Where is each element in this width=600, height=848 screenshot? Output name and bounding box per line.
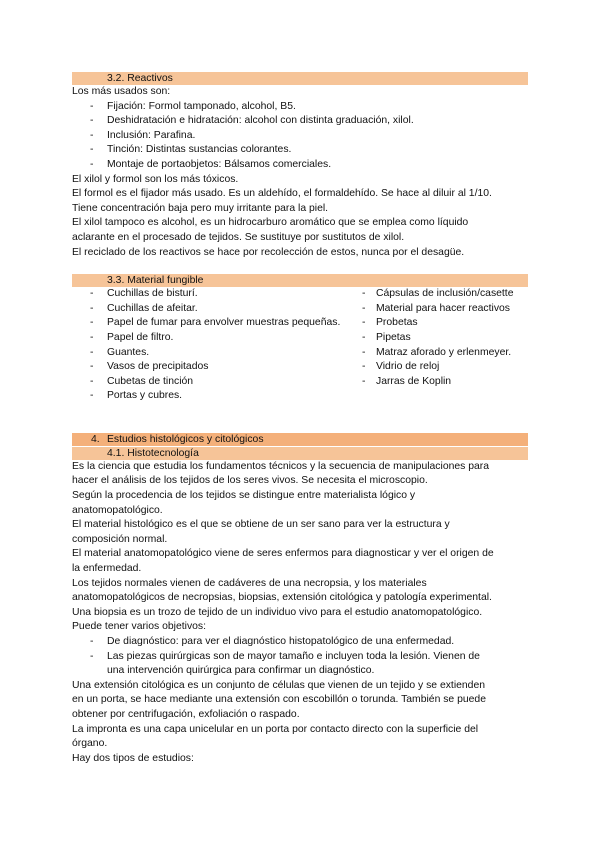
document-page — [72, 72, 528, 766]
material-list-left — [72, 287, 362, 404]
list-item: - Cuchillas de afeitar. — [90, 302, 198, 314]
list-item: - Vidrio de reloj — [362, 361, 440, 373]
paragraph-line: Es la ciencia que estudia los fundamentos técnicos y la secuencia de manipulaciones para — [72, 460, 490, 472]
paragraph-line: Hay dos tipos de estudios: — [72, 752, 194, 764]
paragraph-line: órgano. — [72, 738, 108, 750]
paragraph-line: Una extensión citológica es un conjunto de células que vienen de un tejido y se extienden — [72, 679, 486, 691]
list-item: - Probetas — [362, 317, 418, 329]
reactivos-intro: Los más usados son: — [72, 86, 171, 97]
list-item: - Matraz aforado y erlenmeyer. — [362, 346, 512, 358]
list-item-continuation: una intervención quirúrgica para confirmar un diagnóstico. — [107, 665, 375, 677]
paragraph-line: El material anatomopatológico viene de seres enfermos para diagnosticar y ver el origen de — [72, 548, 494, 560]
paragraph-line: anatomopatológicos de necropsias, biopsias, extensión citológica y patología experimental. — [72, 592, 492, 604]
material-list-right — [362, 287, 528, 404]
list-item: - Portas y cubres. — [90, 390, 183, 402]
list-item: - Cuchillas de bisturí. — [90, 288, 198, 300]
list-item: - Deshidratación e hidratación: alcohol con distinta graduación, xilol. — [90, 115, 414, 127]
paragraph-line: Según la procedencia de los tejidos se distingue entre materialista lógico y — [72, 490, 416, 502]
paragraph-line: El xilol tampoco es alcohol, es un hidrocarburo aromático que se emplea como líquido — [72, 217, 469, 229]
section-heading-material: 3.3. Material fungible — [72, 274, 528, 287]
paragraph-line: Una biopsia es un trozo de tejido de un individuo vivo para el estudio anatomopatológico. — [72, 606, 483, 618]
list-item: - Material para hacer reactivos — [362, 302, 510, 314]
section-heading-estudios — [72, 433, 528, 446]
list-item: - Fijación: Formol tamponado, alcohol, B5. — [90, 100, 296, 112]
paragraph-line: El reciclado de los reactivos se hace por recolección de estos, nunca por el desagüe. — [72, 246, 465, 258]
list-item: - Vasos de precipitados — [90, 361, 209, 373]
paragraph-line: Tiene concentración baja pero muy irritante para la piel. — [72, 202, 329, 214]
paragraph-line: obtener por centrifugación, exfoliación o raspado. — [72, 708, 300, 720]
paragraph-line: la enfermedad. — [72, 563, 142, 575]
list-item: - Inclusión: Parafina. — [90, 129, 196, 141]
section-heading-reactivos: 3.2. Reactivos — [72, 72, 528, 85]
list-item: - Papel de fumar para envolver muestras pequeñas. — [90, 317, 341, 329]
section-title: Estudios histológicos y citológicos — [107, 433, 264, 445]
paragraph-line: en un porta, se hace mediante una extensión con escobillón o torunda. También se puede — [72, 694, 486, 706]
paragraph-line: anatomopatológico. — [72, 504, 163, 516]
section-number: 4. — [91, 433, 100, 445]
paragraph-line: hacer el análisis de los tejidos de los seres vivos. Se necesita el microscopio. — [72, 475, 428, 487]
list-item: - De diagnóstico: para ver el diagnóstico histopatológico de una enfermedad. — [90, 636, 455, 647]
reactivos-list — [72, 100, 528, 173]
paragraph-line: Puede tener varios objetivos: — [72, 621, 207, 633]
list-item: - Papel de filtro. — [90, 331, 174, 343]
list-item: - Montaje de portaobjetos: Bálsamos comerciales. — [90, 158, 332, 170]
paragraph-line: composición normal. — [72, 533, 168, 545]
list-item: - Cápsulas de inclusión/casette — [362, 288, 514, 300]
list-item: - Pipetas — [362, 331, 411, 343]
paragraph-line: El xilol y formol son los más tóxicos. — [72, 173, 239, 185]
objectives-list — [72, 635, 528, 679]
subsection-heading-histotecnologia: 4.1. Histotecnología — [72, 447, 528, 460]
list-item: - Jarras de Koplin — [362, 375, 452, 387]
paragraph-line: La impronta es una capa unicelular en un porta por contacto directo con la superficie del — [72, 723, 479, 735]
list-item: - Las piezas quirúrgicas son de mayor tamaño e incluyen toda la lesión. Vienen de — [90, 650, 480, 662]
material-columns — [72, 287, 528, 404]
paragraph-line: El material histológico es el que se obtiene de un ser sano para ver la estructura y — [72, 519, 450, 531]
list-item: - Tinción: Distintas sustancias colorantes. — [90, 144, 292, 156]
paragraph-line: Los tejidos normales vienen de cadáveres de una necropsia, y los materiales — [72, 577, 427, 589]
paragraph-line: El formol es el fijador más usado. Es un aldehído, el formaldehído. Se hace al diluir al 1/10. — [72, 188, 492, 200]
list-item: - Guantes. — [90, 346, 150, 358]
list-item: - Cubetas de tinción — [90, 375, 194, 387]
paragraph-line: aclarante en el procesado de tejidos. Se sustituye por sustitutos de xilol. — [72, 231, 405, 243]
